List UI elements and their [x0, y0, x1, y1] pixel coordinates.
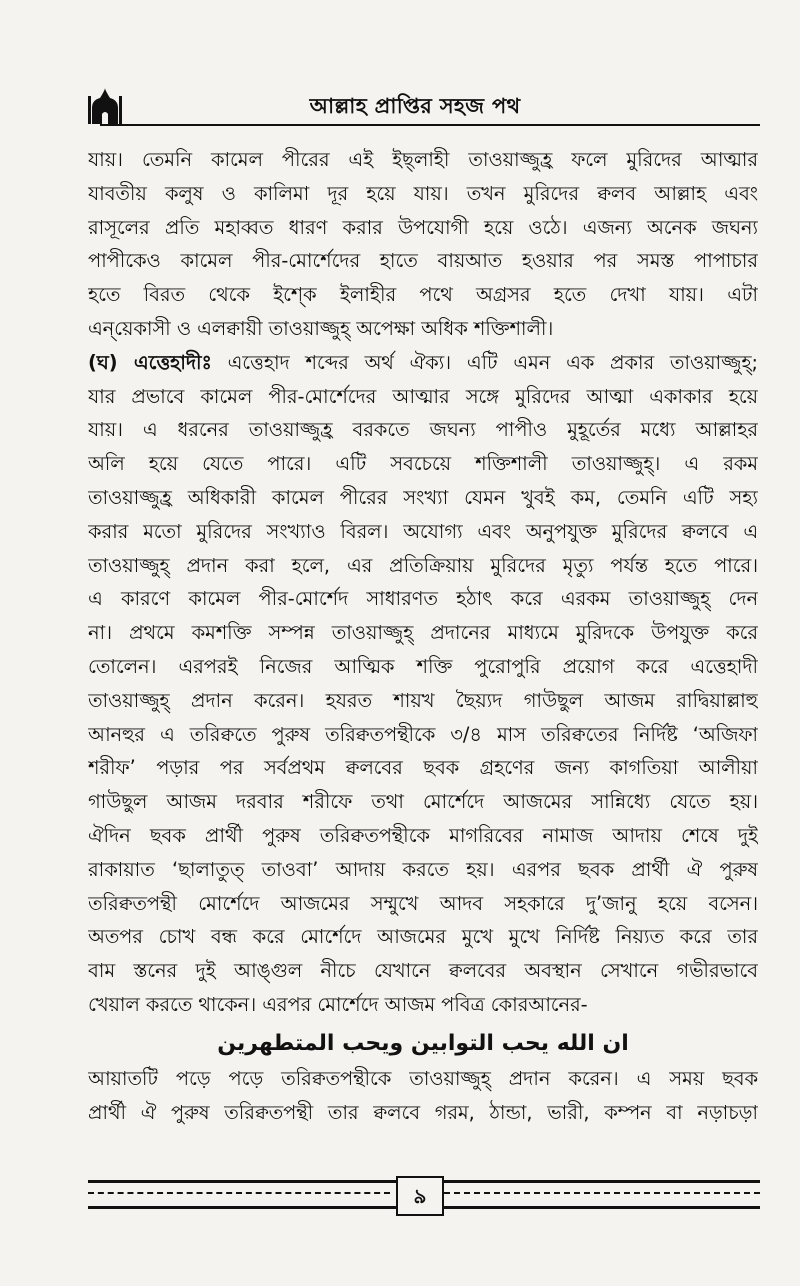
body-text [88, 143, 758, 1129]
text-line: যায়। তেমনি কামেল পীরের এই ইছ্লাহী তাওয়াজ্জুহ্র ফলে মুরিদের আত্মার [88, 148, 758, 171]
page-footer [88, 1170, 760, 1230]
text-line: অতপর চোখ বন্ধ করে মোর্শেদে আজমের মুখে মুখে নির্দিষ্ট নিয়্যত করে তার [88, 925, 758, 949]
text-line: বাম স্তনের দুই আঙ্গুল নীচে যেখানে ক্বলবের অবস্থান সেখানে গভীরভাবে [88, 959, 758, 983]
arabic-verse: ان الله يحب التوابين ويحب المتطهرين [217, 1030, 629, 1056]
text-line: তোলেন। এরপরই নিজের আত্মিক শক্তি পুরোপুরি প্রয়োগ করে এত্তেহাদী [88, 654, 758, 678]
text-line: যায়। এ ধরনের তাওয়াজ্জুহ্র বরকতে জঘন্য পাপীও মুহূর্তের মধ্যে আল্লাহর [88, 418, 758, 442]
text-line: তরিক্বতপন্থী মোর্শেদে আজমের সম্মুখে আদব সহকারে দু’জানু হয়ে বসেন। [88, 891, 758, 915]
text-line: না। প্রথমে কমশক্তি সম্পন্ন তাওয়াজ্জুহ্ প্রদানের মাধ্যমে মুরিদকে উপযুক্ত করে [88, 621, 758, 645]
running-header [70, 78, 760, 128]
text-line: অলি হয়ে যেতে পারে। এটি সবচেয়ে শক্তিশালী তাওয়াজ্জুহ্। এ রকম [88, 452, 758, 476]
text-line: করার মতো মুরিদের সংখ্যাও বিরল। অযোগ্য এবং অনুপযুক্ত মুরিদের ক্বলবে এ [88, 519, 758, 543]
text-line: শরীফ’ পড়ার পর সর্বপ্রথম ক্বলবের ছবক গ্রহণের জন্য কাগতিয়া আলীয়া [88, 756, 758, 780]
text-line: হতে বিরত থেকে ইশ্কে ইলাহীর পথে অগ্রসর হতে দেখা যায়। এটা [88, 283, 758, 307]
text-line: গাউছুল আজম দরবার শরীফে তথা মোর্শেদে আজমের সান্নিধ্যে যেতে হয়। [88, 790, 758, 814]
header-divider [100, 124, 760, 126]
page-header-title: আল্লাহ প্রাপ্তির সহজ পথ [309, 94, 521, 118]
text-line: তাওয়াজ্জুহ্ প্রদান করা হলে, এর প্রতিক্রিয়ায় মুরিদের মৃত্যু পর্যন্ত হতে পারে। [88, 553, 758, 577]
section-text: এত্তেহাদ শব্দের অর্থ ঐক্য। এটি এমন এক প্রকার তাওয়াজ্জুহ্; [211, 350, 758, 374]
text-line: রাকায়াত ‘ছালাতুত্ তাওবা’ আদায় করতে হয়। এরপর ছবক প্রার্থী ঐ পুরুষ [88, 857, 758, 881]
text-line: যাবতীয় কলুষ ও কালিমা দূর হয়ে যায়। তখন মুরিদের ক্বলব আল্লাহ এবং [88, 181, 758, 205]
page-number: ৯ [396, 1176, 444, 1216]
text-line: এন্‌য়েকাসী ও এলক্বায়ী তাওয়াজ্জুহ্ অপেক্ষা অধিক শক্তিশালী। [88, 316, 554, 340]
text-line: যার প্রভাবে কামেল পীর-মোর্শেদের আত্মার সঙ্গে মুরিদের আত্মা একাকার হয়ে [88, 384, 758, 408]
text-line: পাপীকেও কামেল পীর-মোর্শেদের হাতে বায়আত হওয়ার পর সমস্ত পাপাচার [88, 249, 758, 273]
section-heading-line [88, 346, 758, 380]
section-label: (ঘ) এত্তেহাদীঃ [88, 350, 212, 374]
text-line: তাওয়াজ্জুহ্র অধিকারী কামেল পীরের সংখ্যা যেমন খুবই কম, তেমনি এটি সহ্য [88, 485, 758, 509]
footer-dash-left [88, 1192, 390, 1194]
text-line: এ কারণে কামেল পীর-মোর্শেদ সাধারণত হঠাৎ করে এরকম তাওয়াজ্জুহ্ দেন [88, 587, 758, 611]
text-line: প্রার্থী ঐ পুরুষ তরিক্বতপন্থী তার ক্বলবে গরম, ঠান্ডা, ভারী, কম্পন বা নড়াচড়া [88, 1100, 758, 1124]
text-line: আনহুর এ তরিক্বতে পুরুষ তরিক্বতপন্থীকে ৩/৪ মাস তরিক্বতের নির্দিষ্ট ‘অজিফা [88, 722, 758, 746]
text-line: খেয়াল করতে থাকেন। এরপর মোর্শেদে আজম পবিত্র কোরআনের- [88, 992, 588, 1016]
text-line: রাসূলের প্রতি মহাব্বত ধারণ করার উপযোগী হয়ে ওঠে। এজন্য অনেক জঘন্য [88, 215, 758, 239]
text-line: ঐদিন ছবক প্রার্থী পুরুষ তরিক্বতপন্থীকে মাগরিবের নামাজ আদায় শেষে দুই [88, 823, 758, 847]
text-line: আয়াতটি পড়ে পড়ে তরিক্বতপন্থীকে তাওয়াজ্জুহ্ প্রদান করেন। এ সময় ছবক [88, 1066, 758, 1090]
text-line: তাওয়াজ্জুহ্ প্রদান করেন। হযরত শায়খ ছৈয়্যদ গাউছুল আজম রাদ্বিয়াল্লাহু [88, 688, 758, 712]
footer-dash-right [444, 1192, 760, 1194]
